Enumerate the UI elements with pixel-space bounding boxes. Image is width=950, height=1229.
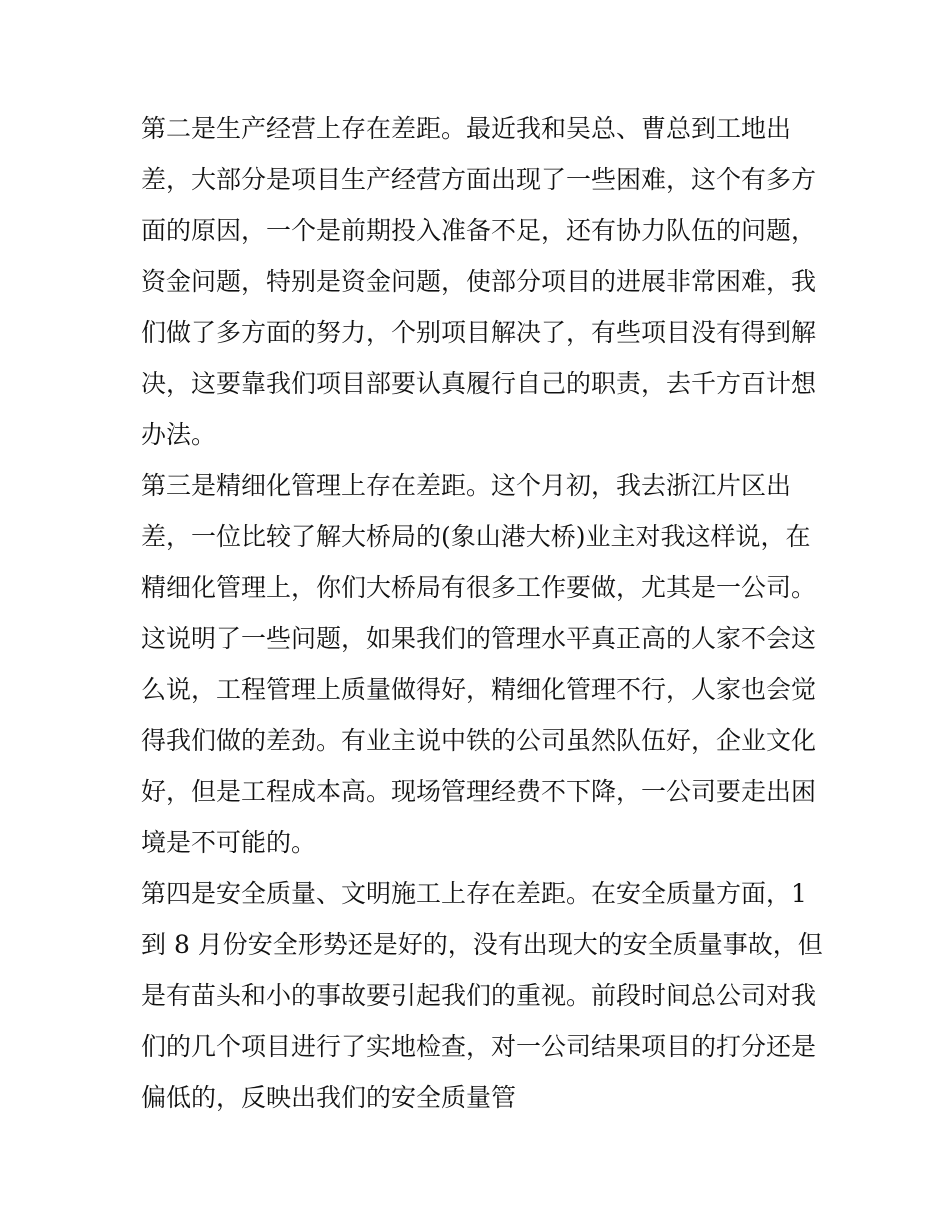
text-line: 第三是精细化管理上存在差距。这个月初，我去浙江片区出	[141, 471, 792, 500]
text-line: 么说，工程管理上质量做得好，精细化管理不行，人家也会觉	[141, 675, 817, 704]
text-line: 这说明了一些问题，如果我们的管理水平真正高的人家不会这	[141, 624, 817, 653]
text-line: 第二是生产经营上存在差距。最近我和吴总、曹总到工地出	[141, 114, 792, 143]
text-line: 们的几个项目进行了实地检查，对一公司结果项目的打分还是	[141, 1032, 817, 1061]
text-line: 差，一位比较了解大桥局的(象山港大桥)业主对我这样说，在	[141, 522, 811, 551]
text-line: 办法。	[141, 420, 217, 449]
text-line: 第四是安全质量、文明施工上存在差距。在安全质量方面，1	[141, 879, 807, 908]
text-line: 得我们做的差劲。有业主说中铁的公司虽然队伍好，企业文化	[141, 726, 817, 755]
text-line: 境是不可能的。	[141, 828, 317, 857]
text-line: 好，但是工程成本高。现场管理经费不下降，一公司要走出困	[141, 777, 817, 806]
text-line: 面的原因，一个是前期投入准备不足，还有协力队伍的问题，	[141, 216, 817, 245]
text-line: 偏低的，反映出我们的安全质量管	[141, 1083, 517, 1112]
text-line: 资金问题，特别是资金问题，使部分项目的进展非常困难，我	[141, 267, 817, 296]
text-line: 到 8 月份安全形势还是好的，没有出现大的安全质量事故，但	[141, 930, 823, 959]
text-line: 精细化管理上，你们大桥局有很多工作要做，尤其是一公司。	[141, 573, 817, 602]
document-body	[141, 103, 821, 1123]
text-line: 是有苗头和小的事故要引起我们的重视。前段时间总公司对我	[141, 981, 817, 1010]
text-line: 们做了多方面的努力，个别项目解决了，有些项目没有得到解	[141, 318, 817, 347]
text-line: 决，这要靠我们项目部要认真履行自己的职责，去千方百计想	[141, 369, 817, 398]
text-line: 差，大部分是项目生产经营方面出现了一些困难，这个有多方	[141, 165, 817, 194]
